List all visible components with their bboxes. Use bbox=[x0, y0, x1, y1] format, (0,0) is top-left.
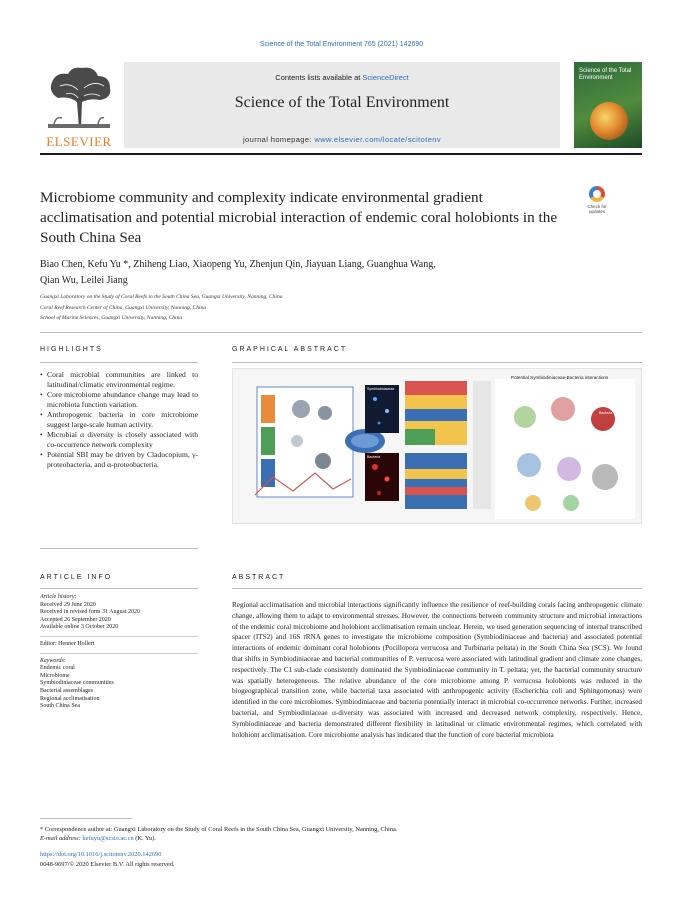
graphical-abstract-label: Potential Symbiodiniaceae-Bacteria interactions bbox=[511, 375, 609, 380]
history-item: Received in revised form 31 August 2020 bbox=[40, 609, 140, 616]
sciencedirect-link[interactable]: ScienceDirect bbox=[362, 73, 409, 82]
section-divider bbox=[40, 332, 642, 333]
journal-cover-image bbox=[574, 62, 642, 148]
author-list bbox=[40, 257, 580, 289]
correspondence-text: * Correspondence author at: Guangxi Laboratory on the Study of Coral Reefs in the South China Sea, Guangxi University, Nanning, China. bbox=[40, 826, 398, 833]
history-label: Article history: bbox=[40, 594, 77, 600]
editor: Editor: Henner Hollert bbox=[40, 640, 95, 647]
article-info-rule bbox=[40, 588, 198, 589]
header-rule bbox=[40, 153, 642, 155]
homepage-prefix: journal homepage: bbox=[242, 135, 315, 144]
highlight-item: • Core microbiome abundance change may lead to microbiota function variation. bbox=[40, 390, 198, 409]
contents-prefix: Contents lists available at bbox=[275, 73, 363, 82]
abstract-text: Regional acclimatisation and microbial interactions significantly influence the resilience of reef-building corals facing anthropogenic climate change, allowing them to adapt to environmental stresses. However, the connections between community structure and microbial interactions of the endemic coral microbiome and holobiont acclimatisation remain unclear. Herein, we used generation sequencing of internal transcribed spacer (ITS2) and 16S rRNA genes to investigate the microbiome composition (Symbiodiniaceae and bacteria) and associated potential interactions of endemic dominant coral holobionts (Pocillopora verrucosa and Turbinaria peltata) in the South China Sea (SCS). We found that shifts in Symbiodiniaceae and bacterial communities of P. verrucosa were associated with latitudinal gradient and climate zone changes, respectively. The C1 sub-clade consistently dominated the Symbiodiniaceae community in T. peltata; yet, the bacterial community structure was spatially heterogeneous. The relative abundance of the core microbiome among P. verrucosa holobionts was reduced in the biogeographical transition zone, while bacterial taxa associated with anthropogenic activity (Escherichia coli and Sphingomonas) were identified in the core microbiomes. Symbiodiniaceae and bacteria potentially interact in microbial co-occurrence networks. Further, increased bacterial, and Symbiodiniaceae α-diversity was associated with increased and decreased network complexity, respectively. Hence, Symbiodiniaceae and bacteria demonstrated different flexibility in latitudinal or climatic environmental regimes, which correlated with holobiont acclimatisation. Core microbiome analysis has indicated that the function of core bacterial microbiota bbox=[232, 601, 642, 739]
graphical-abstract-figure[interactable] bbox=[232, 368, 642, 524]
keyword: South China Sea bbox=[40, 703, 80, 710]
history-item: Accepted 26 September 2020 bbox=[40, 616, 111, 623]
article-title: Microbiome community and complexity indicate environmental gradient acclimatisation and potential microbial interaction of endemic coral holobionts in the South China Sea bbox=[40, 189, 558, 246]
email-label: E-mail address: bbox=[40, 835, 83, 842]
article-info-heading: ARTICLE INFO bbox=[40, 574, 113, 581]
journal-title: Science of the Total Environment bbox=[234, 94, 450, 111]
abstract-heading: ABSTRACT bbox=[232, 574, 286, 581]
graphical-abstract-label: Symbiodiniaceae bbox=[603, 433, 631, 437]
authors-line-1: Biao Chen, Kefu Yu *, Zhiheng Liao, Xiaopeng Yu, Zhenjun Qin, Jiayuan Liang, Guanghua Wang, bbox=[40, 259, 436, 270]
homepage-line bbox=[124, 135, 560, 144]
graphical-abstract-rule bbox=[232, 362, 642, 363]
highlights-rule bbox=[40, 362, 198, 363]
keyword: Microbiome bbox=[40, 672, 70, 679]
highlight-item: • Microbial α diversity is closely associated with co-occurrence network complexity bbox=[40, 430, 198, 449]
abstract-rule bbox=[232, 588, 642, 589]
journal-homepage-link[interactable]: www.elsevier.com/locate/scitotenv bbox=[314, 135, 441, 144]
info-divider bbox=[40, 652, 198, 654]
keyword: Symbiodiniaceae communities bbox=[40, 680, 114, 687]
author-email-link[interactable]: kefuyu@scsio.ac.cn bbox=[82, 835, 134, 842]
journal-citation[interactable]: Science of the Total Environment 765 (2021) 142690 bbox=[259, 41, 424, 48]
graphical-abstract-heading: GRAPHICAL ABSTRACT bbox=[232, 346, 348, 353]
elsevier-wordmark: ELSEVIER bbox=[46, 134, 112, 149]
updates-label: Check for updates bbox=[587, 204, 607, 214]
graphical-abstract-label: Bacteria bbox=[367, 455, 381, 459]
keyword: Endemic coral bbox=[40, 665, 75, 672]
contents-line bbox=[124, 73, 560, 82]
highlight-item: • Coral microbial communities are linked to latitudinal/climatic environmental regime. bbox=[40, 370, 198, 389]
history-item: Received 29 June 2020 bbox=[40, 601, 96, 608]
doi-link[interactable]: https://doi.org/10.1016/j.scitotenv.2020.142690 bbox=[40, 851, 162, 858]
keyword: Bacterial assemblages bbox=[40, 687, 94, 694]
affiliation: Guangxi Laboratory on the Study of Coral Reefs in the South China Sea, Guangxi University, Nanning, China bbox=[40, 294, 283, 300]
issn-copyright: 0048-9697/© 2020 Elsevier B.V. All rights reserved. bbox=[40, 861, 175, 868]
graphical-abstract-label: Bacteria bbox=[599, 411, 613, 415]
highlights-list bbox=[40, 370, 198, 470]
authors-line-2: Qian Wu, Leilei Jiang bbox=[40, 275, 128, 286]
history-item: Available online 3 October 2020 bbox=[40, 624, 119, 631]
cover-title: Science of the Total Environment bbox=[579, 68, 632, 81]
keywords-label: Keywords: bbox=[40, 657, 66, 664]
check-for-updates-badge[interactable] bbox=[582, 186, 612, 218]
email-suffix: (K. Yu). bbox=[133, 835, 156, 842]
graphical-abstract-artwork bbox=[233, 369, 643, 525]
footnote-rule bbox=[40, 818, 132, 819]
cover-artwork bbox=[590, 102, 628, 140]
keyword: Regional acclimatisation bbox=[40, 695, 100, 702]
highlights-heading: HIGHLIGHTS bbox=[40, 346, 103, 353]
correspondence-footnote bbox=[40, 825, 642, 843]
updates-icon-center bbox=[593, 190, 601, 198]
email-line bbox=[40, 834, 642, 843]
affiliation: School of Marine Sciences, Guangxi University, Nanning, China bbox=[40, 315, 183, 321]
article-info bbox=[40, 594, 198, 711]
highlights-bottom-rule bbox=[40, 548, 198, 549]
highlight-item: • Anthropogenic bacteria in core microbiome suggest large-scale human activity. bbox=[40, 410, 198, 429]
info-divider bbox=[40, 635, 198, 637]
highlight-item: • Potential SBI may be driven by Cladocopium, γ-proteobacteria, and α-proteobacteria. bbox=[40, 450, 198, 469]
affiliation: Coral Reef Research Center of China, Guangxi University, Nanning, China bbox=[40, 305, 207, 311]
graphical-abstract-label: Symbiodiniaceae bbox=[367, 387, 395, 391]
